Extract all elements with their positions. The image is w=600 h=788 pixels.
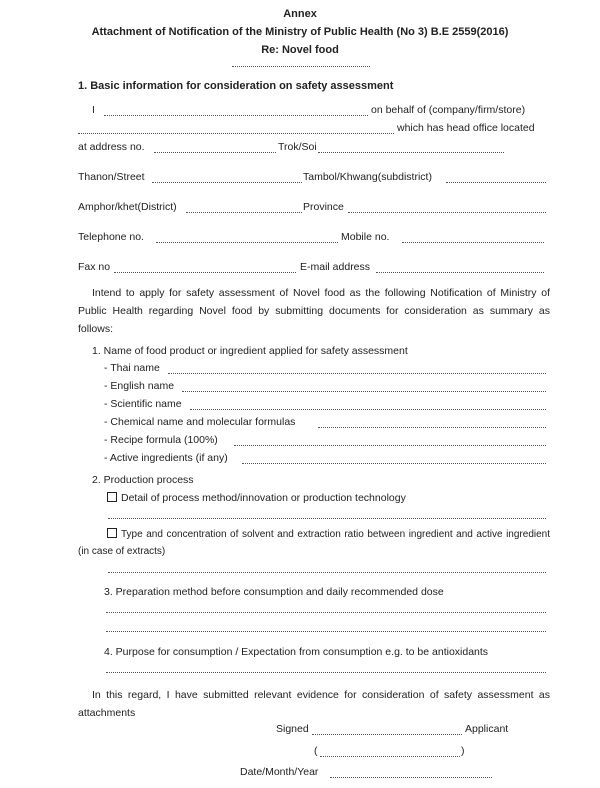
province-field[interactable] (348, 212, 546, 213)
paren-open: ( (314, 745, 318, 757)
section1-heading: 1. Basic information for consideration on safety assessment (78, 80, 394, 92)
chemical-name-field[interactable] (318, 427, 546, 428)
telephone-field[interactable] (156, 242, 338, 243)
item3-field-2[interactable] (106, 631, 546, 632)
fax-field[interactable] (114, 272, 296, 273)
address-label: at address no. (78, 141, 145, 153)
item3-title: 3. Preparation method before consumption and daily recommended dose (104, 586, 444, 598)
detail-process-option[interactable] (107, 492, 406, 504)
email-label: E-mail address (300, 261, 371, 273)
head-office-label: which has head office located (397, 122, 535, 134)
thanon-label: Thanon/Street (78, 171, 145, 183)
i-label: I (92, 104, 95, 116)
on-behalf-label: on behalf of (company/firm/store) (371, 104, 526, 116)
english-name-field[interactable] (182, 391, 546, 392)
chemical-name-label: - Chemical name and molecular formulas (104, 416, 296, 428)
header-divider (232, 66, 370, 67)
recipe-formula-field[interactable] (234, 445, 546, 446)
address-field[interactable] (154, 152, 276, 153)
tambol-label: Tambol/Khwang(subdistrict) (303, 171, 432, 183)
recipe-formula-label: - Recipe formula (100%) (104, 434, 218, 446)
intend-paragraph: Intend to apply for safety assessment of Novel food as the following Notification of Ministry of Public Health regarding Novel food by submitting documents for consideration as summary as follows: (78, 287, 550, 335)
thanon-field[interactable] (152, 182, 302, 183)
date-field[interactable] (330, 777, 492, 778)
telephone-label: Telephone no. (78, 231, 144, 243)
date-label: Date/Month/Year (240, 766, 319, 778)
solvent-field[interactable] (108, 572, 546, 573)
active-ingredients-field[interactable] (242, 463, 546, 464)
trok-label: Trok/Soi (278, 141, 317, 153)
checkbox-icon[interactable] (107, 492, 117, 502)
amphor-label: Amphor/khet(District) (78, 201, 177, 213)
item1-title: 1. Name of food product or ingredient applied for safety assessment (92, 345, 408, 357)
attachment-title: Attachment of Notification of the Ministry of Public Health (No 3) B.E 2559(2016) (91, 26, 509, 38)
re-title: Re: Novel food (261, 44, 339, 56)
item3-field-1[interactable] (106, 612, 546, 613)
active-ingredients-label: - Active ingredients (if any) (104, 452, 228, 464)
province-label: Province (303, 201, 344, 213)
item4-title: 4. Purpose for consumption / Expectation from consumption e.g. to be antioxidants (104, 646, 489, 658)
scientific-name-field[interactable] (190, 409, 546, 410)
detail-process-label: Detail of process method/innovation or production technology (121, 492, 406, 504)
detail-process-field[interactable] (108, 518, 546, 519)
mobile-field[interactable] (402, 242, 544, 243)
fax-label: Fax no (78, 261, 111, 273)
trok-field[interactable] (318, 152, 504, 153)
signed-label: Signed (276, 723, 309, 735)
solvent-label: Type and concentration of solvent and extraction ratio between ingredient and active ingredient (in case of extracts) (78, 529, 550, 557)
printed-name-field[interactable] (320, 756, 460, 757)
paren-close: ) (461, 745, 465, 757)
thai-name-label: - Thai name (104, 362, 160, 374)
amphor-field[interactable] (186, 212, 302, 213)
item4-field[interactable] (106, 672, 546, 673)
scientific-name-label: - Scientific name (104, 398, 182, 410)
tambol-field[interactable] (446, 182, 546, 183)
signature-field[interactable] (312, 734, 462, 735)
annex-title: Annex (283, 8, 317, 20)
solvent-option[interactable] (78, 526, 550, 560)
mobile-label: Mobile no. (341, 231, 390, 243)
applicant-label: Applicant (465, 723, 509, 735)
checkbox-icon[interactable] (107, 528, 117, 538)
email-field[interactable] (376, 272, 544, 273)
item2-title: 2. Production process (92, 474, 194, 486)
thai-name-field[interactable] (168, 373, 546, 374)
name-field[interactable] (104, 115, 368, 116)
submitted-paragraph: In this regard, I have submitted relevant evidence for consideration of safety assessment as attachments (78, 689, 550, 719)
company-field[interactable] (78, 133, 394, 134)
english-name-label: - English name (104, 380, 175, 392)
